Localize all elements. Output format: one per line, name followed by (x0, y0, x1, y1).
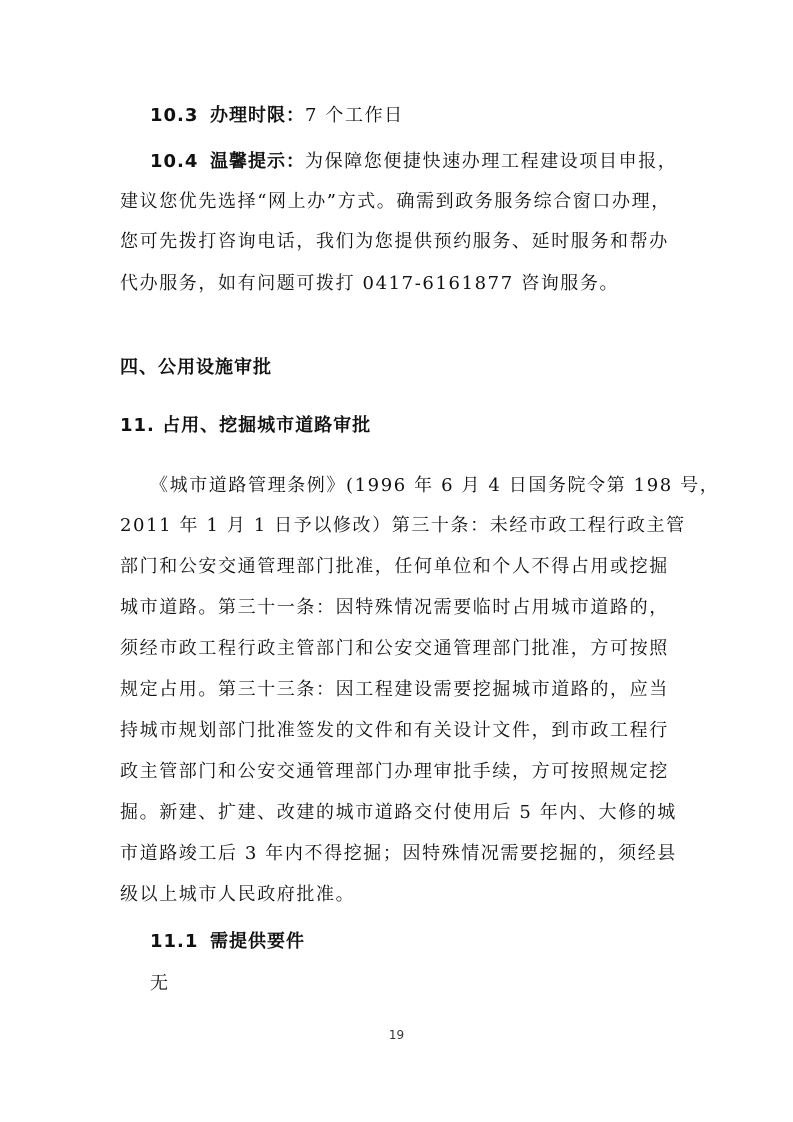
item-label: 需提供要件 (210, 931, 305, 952)
paragraph-line: 城市道路。第三十一条：因特殊情况需要临时占用城市道路的， (120, 597, 669, 618)
item-value: 无 (150, 973, 170, 994)
item-number: 10.4 (150, 151, 199, 172)
item-11-1 (150, 930, 710, 954)
text-line: 代办服务，如有问题可拨打 0417-6161877 咨询服务。 (120, 273, 620, 294)
section-heading: 四、公用设施审批 (120, 357, 272, 378)
item-text: 7 个工作日 (305, 105, 404, 126)
paragraph-line: 部门和公安交通管理部门批准，任何单位和个人不得占用或挖掘 (120, 556, 669, 577)
item-10-3 (150, 104, 710, 128)
item-label: 办理时限： (210, 105, 305, 126)
text-line: 建议您优先选择“网上办”方式。确需到政务服务综合窗口办理， (120, 191, 671, 212)
paragraph-line: 须经市政工程行政主管部门和公安交通管理部门批准，方可按照 (120, 638, 669, 659)
paragraph-line: 规定占用。第三十三条：因工程建设需要挖掘城市道路的，应当 (120, 679, 669, 700)
page-number: 19 (388, 1028, 405, 1042)
item-text: 为保障您便捷快速办理工程建设项目申报， (305, 151, 678, 172)
item-number: 11.1 (150, 931, 199, 952)
paragraph-line: 2011 年 1 月 1 日予以修改）第三十条：未经市政工程行政主管 (120, 515, 686, 536)
subsection-heading: 11. 占用、挖掘城市道路审批 (120, 415, 372, 436)
item-number: 10.3 (150, 105, 199, 126)
paragraph-line: 持城市规划部门批准签发的文件和有关设计文件，到市政工程行 (120, 720, 669, 741)
item-10-4 (150, 150, 710, 174)
item-label: 温馨提示： (210, 151, 305, 172)
paragraph-line: 政主管部门和公安交通管理部门办理审批手续，方可按照规定挖 (120, 761, 669, 782)
paragraph-line: 市道路竣工后 3 年内不得挖掘；因特殊情况需要挖掘的，须经县 (120, 843, 677, 864)
paragraph-line: 《城市道路管理条例》(1996 年 6 月 4 日国务院令第 198 号， (150, 475, 720, 496)
paragraph-line: 掘。新建、扩建、改建的城市道路交付使用后 5 年内、大修的城 (120, 802, 677, 823)
paragraph-line: 级以上城市人民政府批准。 (120, 884, 356, 905)
text-line: 您可先拨打咨询电话，我们为您提供预约服务、延时服务和帮办 (120, 231, 669, 252)
